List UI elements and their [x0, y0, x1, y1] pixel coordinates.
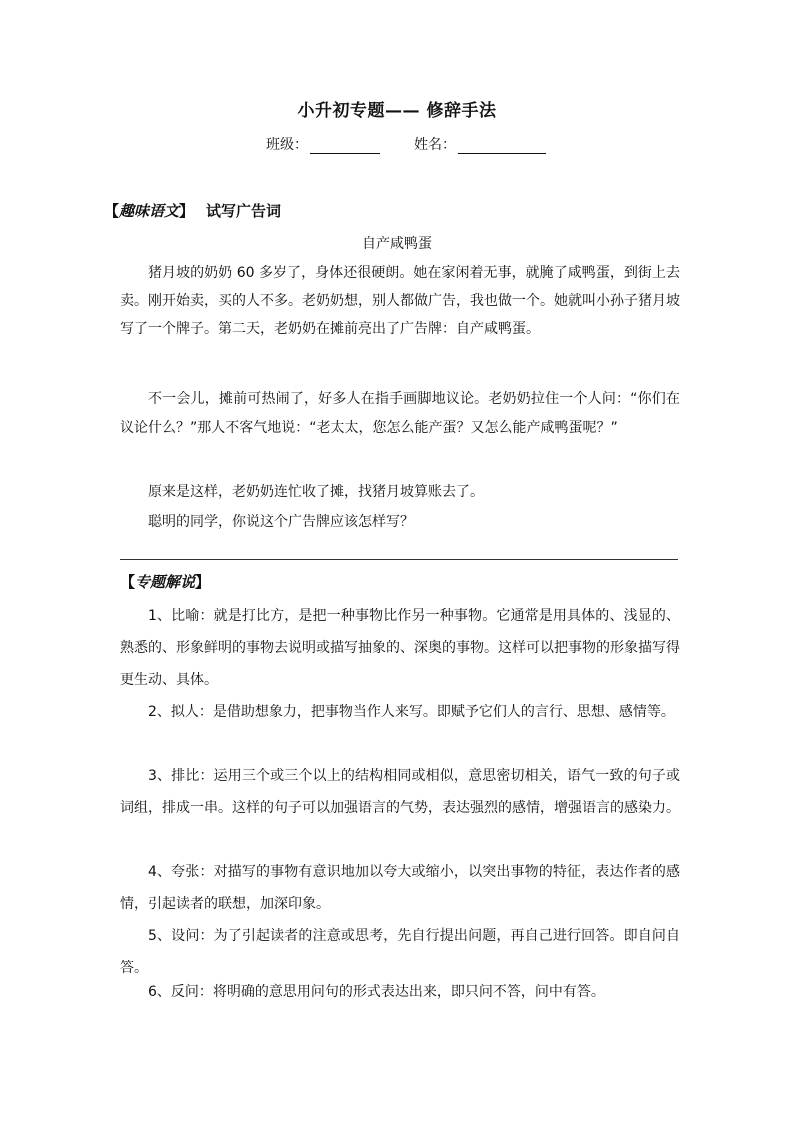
fun-section-title: 趣味语文 [119, 202, 180, 220]
section-divider [120, 559, 678, 560]
bracket-open: 【 [120, 573, 136, 591]
class-blank[interactable] [310, 139, 380, 154]
story-paragraph-1: 猪月坡的奶奶 60 多岁了，身体还很硬朗。她在家闲着无事，就腌了咸鸭蛋，到街上去卖。刚开始卖，买的人不多。老奶奶想，别人都做广告，我也做一个。她就叫小孙子猪月坡写了一个牌子。第二天，老奶奶在摊前亮出了广告牌：自产咸鸭蛋。 [120, 265, 680, 337]
story-paragraph-4: 聪明的同学，你说这个广告牌应该怎样写？ [148, 514, 414, 530]
student-info-line [266, 134, 546, 154]
topic-item-metaphor: 1、比喻：就是打比方，是把一种事物比作另一种事物。它通常是用具体的、浅显的、熟悉的、形象鲜明的事物去说明或描写抽象的、深奥的事物。这样可以把事物的形象描写得更生动、具体。 [120, 608, 680, 688]
fun-section-heading [104, 200, 281, 221]
topic-item-personification: 2、拟人：是借助想象力，把事物当作人来写。即赋予它们人的言行、思想、感情等。 [148, 704, 675, 720]
bracket-close: 】 [195, 573, 211, 591]
class-label: 班级： [266, 137, 308, 153]
story-paragraph-3: 原来是这样，老奶奶连忙收了摊，找猪月坡算账去了。 [148, 484, 484, 500]
story-paragraph-2: 不一会儿，摊前可热闹了，好多人在指手画脚地议论。老奶奶拉住一个人问：“你们在议论什么？”那人不客气地说：“老太太，您怎么能产蛋？又怎么能产咸鸭蛋呢？” [120, 391, 680, 436]
bracket-close: 】 [179, 202, 195, 220]
topic-section-heading [120, 571, 210, 592]
topic-item-parallelism: 3、排比：运用三个或三个以上的结构相同或相似，意思密切相关，语气一致的句子或词组，排成一串。这样的句子可以加强语言的气势，表达强烈的感情，增强语言的感染力。 [120, 768, 680, 816]
page-title: 小升初专题—— 修辞手法 [297, 101, 497, 121]
topic-item-counter-question: 6、反问：将明确的意思用问句的形式表达出来，即只问不答，问中有答。 [148, 984, 605, 1000]
fun-section-subtitle: 试写广告词 [206, 202, 282, 220]
story-title: 自产咸鸭蛋 [362, 236, 432, 252]
topic-item-rhetorical-question: 5、设问：为了引起读者的注意或思考，先自行提出问题，再自己进行回答。即自问自答。 [120, 928, 680, 976]
bracket-open: 【 [104, 202, 120, 220]
topic-item-hyperbole: 4、夸张：对描写的事物有意识地加以夸大或缩小，以突出事物的特征，表达作者的感情，引起读者的联想，加深印象。 [120, 864, 680, 912]
name-blank[interactable] [458, 139, 546, 154]
topic-section-title: 专题解说 [135, 573, 196, 591]
name-label: 姓名： [414, 137, 456, 153]
